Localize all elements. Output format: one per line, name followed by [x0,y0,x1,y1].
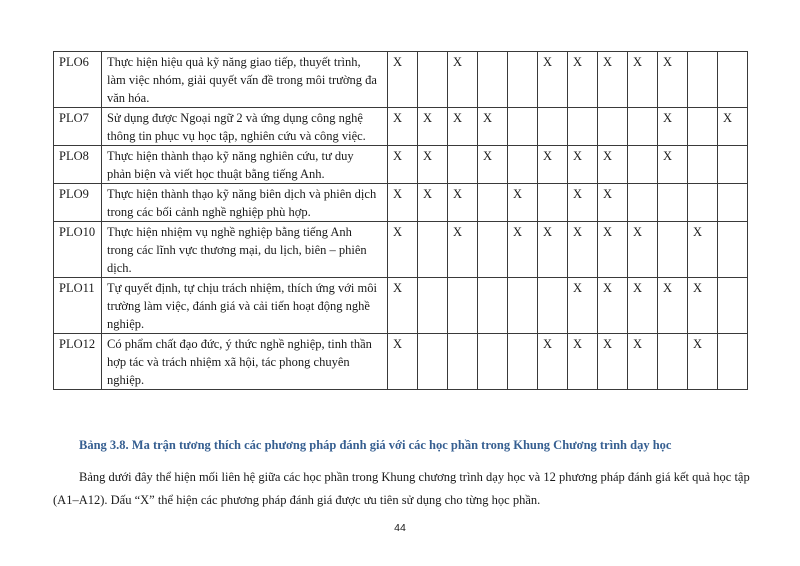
assessment-mark-cell [688,108,718,146]
table-row [54,146,748,184]
assessment-mark-cell [688,184,718,222]
table-row [54,222,748,278]
plo-code-cell: PLO8 [54,146,102,184]
assessment-mark-cell: X [418,184,448,222]
assessment-mark-cell [658,222,688,278]
assessment-mark-cell [658,184,688,222]
assessment-mark-cell: X [538,52,568,108]
assessment-mark-cell: X [418,146,448,184]
assessment-mark-cell [418,334,448,390]
assessment-mark-cell: X [538,334,568,390]
description-line: Thực hiện thành thạo kỹ năng nghiên cứu, tư duy [107,149,354,163]
assessment-mark-cell: X [718,108,748,146]
description-line: làm việc nhóm, giải quyết vấn đề trong môi trường đa [107,73,377,87]
assessment-mark-cell: X [448,52,478,108]
plo-code-cell: PLO9 [54,184,102,222]
description-line: nghiệp. [107,317,145,331]
plo-description-cell [102,146,388,184]
assessment-mark-cell [628,108,658,146]
assessment-mark-cell [418,222,448,278]
description-line: Sử dụng được Ngoại ngữ 2 và ứng dụng công nghệ [107,111,363,125]
assessment-mark-cell [658,334,688,390]
assessment-mark-cell [718,52,748,108]
plo-description-cell [102,52,388,108]
assessment-mark-cell: X [628,334,658,390]
assessment-mark-cell: X [628,278,658,334]
assessment-mark-cell [448,334,478,390]
assessment-mark-cell: X [538,146,568,184]
plo-description-cell [102,278,388,334]
assessment-mark-cell [508,108,538,146]
assessment-mark-cell [418,278,448,334]
assessment-mark-cell [718,278,748,334]
assessment-mark-cell: X [598,146,628,184]
assessment-mark-cell [598,108,628,146]
page-number: 44 [394,522,406,534]
assessment-mark-cell: X [448,222,478,278]
assessment-mark-cell: X [388,108,418,146]
assessment-mark-cell [538,278,568,334]
assessment-mark-cell: X [628,52,658,108]
plo-code-cell: PLO7 [54,108,102,146]
assessment-mark-cell: X [688,222,718,278]
assessment-mark-cell: X [598,184,628,222]
description-line: Có phẩm chất đạo đức, ý thức nghề nghiệp, tinh thần [107,337,372,351]
assessment-mark-cell [508,52,538,108]
paragraph-line-2: (A1–A12). Dấu “X” thể hiện các phương pháp đánh giá được ưu tiên sử dụng cho từng học phần. [53,493,541,507]
assessment-mark-cell: X [418,108,448,146]
description-line: trong các bối cảnh nghề nghiệp phù hợp. [107,205,311,219]
assessment-mark-cell [448,146,478,184]
description-line: trường làm việc, đánh giá và cải tiến hoạt động nghề [107,299,370,313]
description-line: Tự quyết định, tự chịu trách nhiệm, thích ứng với môi [107,281,377,295]
assessment-mark-cell: X [568,334,598,390]
assessment-mark-cell: X [388,146,418,184]
assessment-mark-cell [568,108,598,146]
assessment-mark-cell: X [628,222,658,278]
assessment-mark-cell [478,52,508,108]
table-row [54,108,748,146]
assessment-mark-cell [478,278,508,334]
assessment-mark-cell [688,146,718,184]
plo-description-cell [102,222,388,278]
description-line: dịch. [107,261,132,275]
assessment-mark-cell: X [568,184,598,222]
assessment-mark-cell: X [658,146,688,184]
description-line: Thực hiện nhiệm vụ nghề nghiệp bằng tiếng Anh [107,225,352,239]
description-line: Thực hiện hiệu quả kỹ năng giao tiếp, thuyết trình, [107,55,361,69]
assessment-mark-cell: X [568,52,598,108]
description-line: trong các lĩnh vực thương mại, du lịch, biên – phiên [107,243,367,257]
assessment-mark-cell: X [658,108,688,146]
assessment-mark-cell [718,222,748,278]
assessment-mark-cell [478,184,508,222]
table-row [54,52,748,108]
assessment-mark-cell [418,52,448,108]
description-line: phản biện và viết học thuật bằng tiếng Anh. [107,167,325,181]
description-line: Thực hiện thành thạo kỹ năng biên dịch và phiên dịch [107,187,377,201]
assessment-mark-cell: X [598,334,628,390]
assessment-mark-cell [688,52,718,108]
assessment-mark-cell: X [448,108,478,146]
assessment-mark-cell [718,184,748,222]
assessment-mark-cell: X [598,222,628,278]
assessment-mark-cell: X [478,108,508,146]
assessment-mark-cell [508,278,538,334]
assessment-mark-cell [478,222,508,278]
assessment-mark-cell [508,334,538,390]
assessment-mark-cell [718,334,748,390]
assessment-mark-cell: X [688,334,718,390]
assessment-mark-cell [718,146,748,184]
plo-description-cell [102,108,388,146]
table-row [54,278,748,334]
table-row [54,334,748,390]
assessment-mark-cell: X [568,146,598,184]
plo-code-cell: PLO10 [54,222,102,278]
plo-code-cell: PLO11 [54,278,102,334]
assessment-mark-cell [628,184,658,222]
description-line: văn hóa. [107,91,150,105]
assessment-mark-cell: X [658,52,688,108]
description-line: thông tin phục vụ học tập, nghiên cứu và công việc. [107,129,366,143]
plo-code-cell: PLO12 [54,334,102,390]
body-paragraph [53,466,753,512]
plo-description-cell [102,184,388,222]
plo-code-cell: PLO6 [54,52,102,108]
assessment-mark-cell: X [598,278,628,334]
assessment-mark-cell: X [388,278,418,334]
assessment-mark-cell [508,146,538,184]
assessment-mark-cell: X [448,184,478,222]
description-line: hợp tác và trách nhiệm xã hội, tác phong chuyên [107,355,350,369]
description-line: nghiệp. [107,373,145,387]
assessment-mark-cell: X [508,222,538,278]
assessment-mark-cell [538,184,568,222]
plo-description-cell [102,334,388,390]
assessment-mark-cell: X [568,278,598,334]
assessment-mark-cell [448,278,478,334]
assessment-mark-cell: X [688,278,718,334]
table-row [54,184,748,222]
assessment-mark-cell: X [508,184,538,222]
assessment-mark-cell [628,146,658,184]
assessment-mark-cell [478,334,508,390]
assessment-mark-cell: X [388,334,418,390]
assessment-mark-cell: X [388,222,418,278]
paragraph-line-1: Bảng dưới đây thể hiện mối liên hệ giữa các học phần trong Khung chương trình dạy học và 12 phương pháp đánh giá kết quả học tập [79,470,750,484]
assessment-mark-cell: X [658,278,688,334]
assessment-mark-cell: X [478,146,508,184]
assessment-mark-cell: X [568,222,598,278]
assessment-mark-cell: X [598,52,628,108]
assessment-mark-cell: X [388,52,418,108]
matrix-body [54,52,748,390]
assessment-mark-cell: X [538,222,568,278]
assessment-mark-cell: X [388,184,418,222]
plo-assessment-matrix [53,51,748,390]
table-caption: Bảng 3.8. Ma trận tương thích các phương pháp đánh giá với các học phần trong Khung Chương trình dạy học [79,438,672,452]
assessment-mark-cell [538,108,568,146]
